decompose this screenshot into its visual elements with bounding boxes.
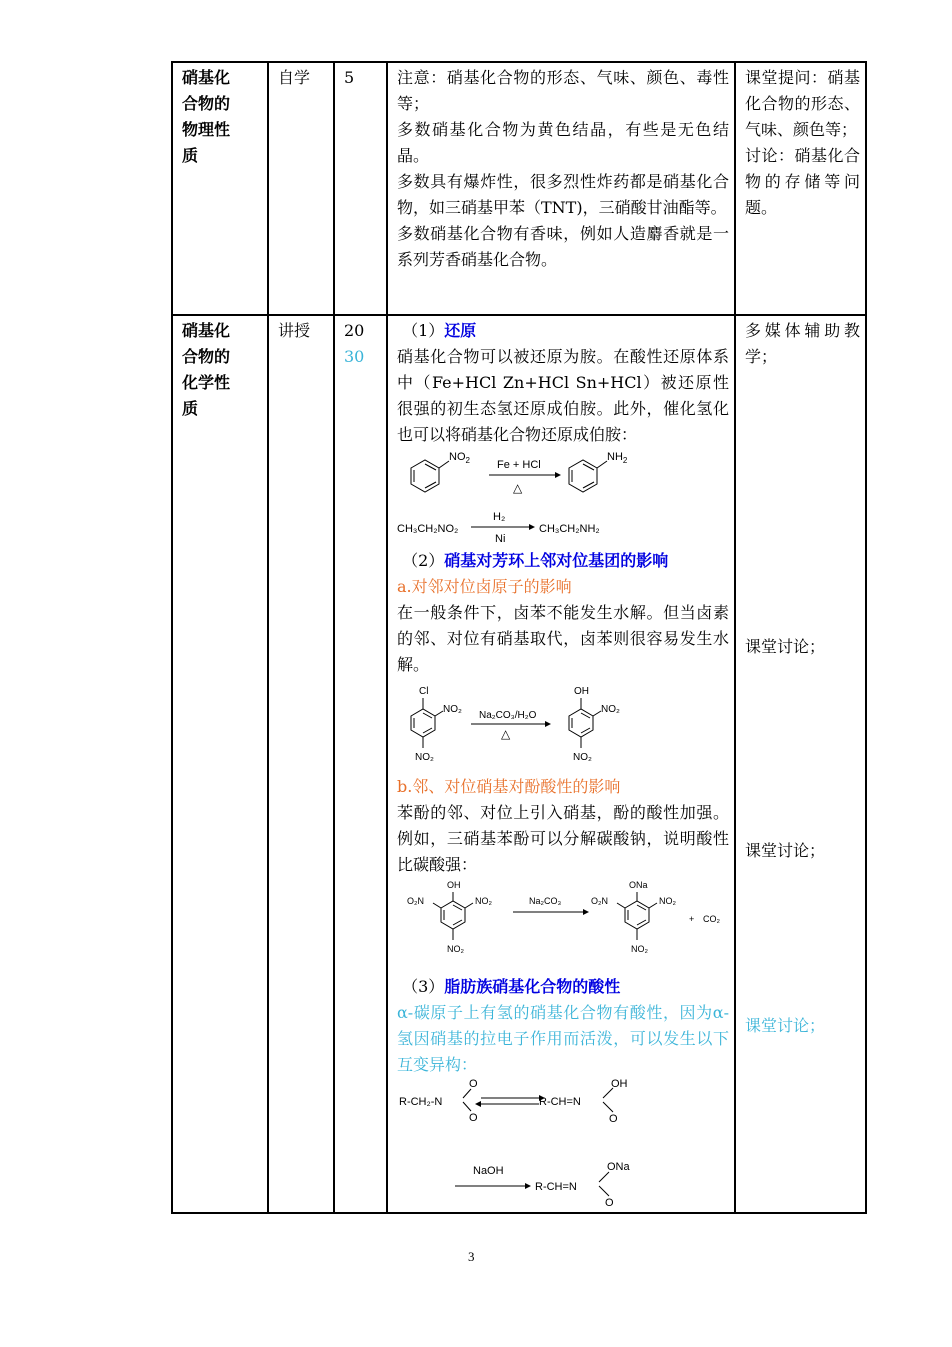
- svg-text:NO₂: NO₂: [475, 896, 492, 906]
- svg-text:NaOH: NaOH: [473, 1165, 504, 1177]
- lesson-plan-table: [171, 61, 867, 1214]
- svg-text:ONa: ONa: [629, 880, 648, 890]
- topic-line: 合物的: [182, 94, 231, 113]
- topic-line: 合物的: [182, 347, 231, 366]
- svg-text:O₂N: O₂N: [591, 896, 608, 906]
- svg-text:CO₂: CO₂: [703, 914, 720, 924]
- notes-paragraph: 课堂讨论；: [745, 841, 826, 860]
- svg-text:R-CH₂-N: R-CH₂-N: [399, 1096, 443, 1108]
- svg-text:NO₂: NO₂: [415, 752, 434, 763]
- notes-cell: [735, 315, 866, 1213]
- notes-paragraph: 多媒体辅助教学；: [745, 321, 860, 366]
- svg-text:O: O: [605, 1197, 614, 1208]
- content-paragraph: 硝基化合物可以被还原为胺。在酸性还原体系中（Fe+HCl Zn+HCl Sn+HCl）被还原性很强的初生态氢还原成伯胺。此外，催化氢化也可以将硝基化合物还原成伯胺：: [397, 347, 729, 444]
- svg-text:+: +: [689, 914, 695, 924]
- topic-cell: [172, 315, 268, 1213]
- minutes-alt-value: 30: [344, 347, 365, 366]
- svg-text:OH: OH: [574, 686, 589, 697]
- svg-text:NO₂: NO₂: [659, 896, 676, 906]
- minutes-value: 20: [344, 321, 365, 340]
- svg-text:Cl: Cl: [419, 686, 429, 697]
- notes-paragraph: 课堂讨论；: [745, 637, 826, 656]
- topic-cell: [172, 62, 268, 315]
- content-cell: [387, 315, 735, 1213]
- section-heading: （1）还原: [402, 321, 477, 340]
- svg-text:R-CH=N: R-CH=N: [535, 1181, 577, 1193]
- topic-line: 质: [182, 146, 199, 165]
- notes-paragraph: 讨论：硝基化合物的存储等问题。: [745, 146, 860, 217]
- notes-cell: [735, 62, 866, 315]
- svg-text:△: △: [513, 481, 523, 495]
- table-row: [172, 62, 866, 315]
- content-paragraph: 苯酚的邻、对位上引入硝基，酚的酸性加强。例如，三硝基苯酚可以分解碳酸钠，说明酸性比碳酸强：: [397, 803, 729, 874]
- svg-text:NO₂: NO₂: [443, 704, 462, 715]
- section-heading: （3）脂肪族硝基化合物的酸性: [402, 977, 621, 996]
- svg-text:O: O: [469, 1112, 478, 1124]
- table-row: [172, 315, 866, 1213]
- content-cell: [387, 62, 735, 315]
- subsection-heading: a.对邻对位卤原子的影响: [397, 577, 572, 596]
- reaction-halobenzene-hydrolysis: [397, 678, 727, 774]
- topic-line: 质: [182, 399, 199, 418]
- content-paragraph: 多数硝基化合物为黄色结晶，有些是无色结晶。: [397, 120, 729, 165]
- reaction-nitro-tautomerism: [397, 1078, 727, 1208]
- topic-line: 硝基化: [182, 68, 231, 87]
- topic-line: 硝基化: [182, 321, 231, 340]
- svg-text:△: △: [501, 727, 511, 741]
- svg-text:NO₂: NO₂: [447, 944, 464, 954]
- notes-paragraph: 课堂提问：硝基化合物的形态、气味、颜色等；: [745, 68, 860, 139]
- svg-text:Na₂CO₃: Na₂CO₃: [529, 896, 562, 906]
- content-paragraph: α-碳原子上有氢的硝基化合物有酸性，因为α-氢因硝基的拉电子作用而活泼，可以发生以下互变异构：: [397, 1003, 729, 1074]
- reaction-catalytic-hydrogenation: [397, 508, 727, 548]
- content-paragraph: 注意：硝基化合物的形态、气味、颜色、毒性等；: [397, 68, 729, 113]
- page-number: 3: [468, 1249, 475, 1264]
- svg-text:CH₃CH₂NH₂: CH₃CH₂NH₂: [539, 523, 600, 535]
- svg-text:NO₂: NO₂: [601, 704, 620, 715]
- topic-line: 化学性: [182, 373, 231, 392]
- svg-text:NH2: $NH_2$: [607, 451, 628, 465]
- reaction-nitrobenzene-reduction: [397, 448, 727, 508]
- svg-text:NO₂: NO₂: [573, 752, 592, 763]
- svg-text:OH: OH: [447, 880, 461, 890]
- svg-text:O₂N: O₂N: [407, 896, 424, 906]
- reaction-picric-acid: [397, 878, 737, 974]
- notes-paragraph: 课堂讨论；: [745, 1016, 826, 1035]
- minutes-cell: [334, 315, 387, 1213]
- method-cell: 自学: [268, 62, 334, 315]
- content-paragraph: 多数具有爆炸性，很多烈性炸药都是硝基化合物，如三硝基甲苯（TNT)，三硝酸甘油酯等。: [397, 172, 729, 217]
- svg-text:O: O: [609, 1113, 618, 1125]
- content-paragraph: 多数硝基化合物有香味，例如人造麝香就是一系列芳香硝基化合物。: [397, 224, 729, 269]
- content-paragraph: 在一般条件下，卤苯不能发生水解。但当卤素的邻、对位有硝基取代，卤苯则很容易发生水解。: [397, 603, 729, 674]
- svg-text:OH: OH: [611, 1078, 628, 1090]
- svg-text:R-CH=N: R-CH=N: [539, 1096, 581, 1108]
- svg-text:O: O: [469, 1078, 478, 1090]
- svg-text:NO₂: NO₂: [631, 944, 648, 954]
- svg-text:CH₃CH₂NO₂: CH₃CH₂NO₂: [397, 523, 459, 535]
- svg-text:H₂: H₂: [493, 511, 506, 523]
- topic-line: 物理性: [182, 120, 231, 139]
- svg-text:Ni: Ni: [495, 533, 506, 545]
- svg-text:Na₂CO₃/H₂O: Na₂CO₃/H₂O: [479, 710, 537, 721]
- subsection-heading: b.邻、对位硝基对酚酸性的影响: [397, 777, 621, 796]
- minutes-cell: 5: [334, 62, 387, 315]
- svg-text:Fe + HCl: Fe + HCl: [497, 459, 541, 471]
- svg-text:ONa: ONa: [607, 1161, 630, 1173]
- svg-text:NO2: $NO_2$: [449, 451, 470, 465]
- section-heading: （2）硝基对芳环上邻对位基团的影响: [402, 551, 669, 570]
- method-cell: 讲授: [268, 315, 334, 1213]
